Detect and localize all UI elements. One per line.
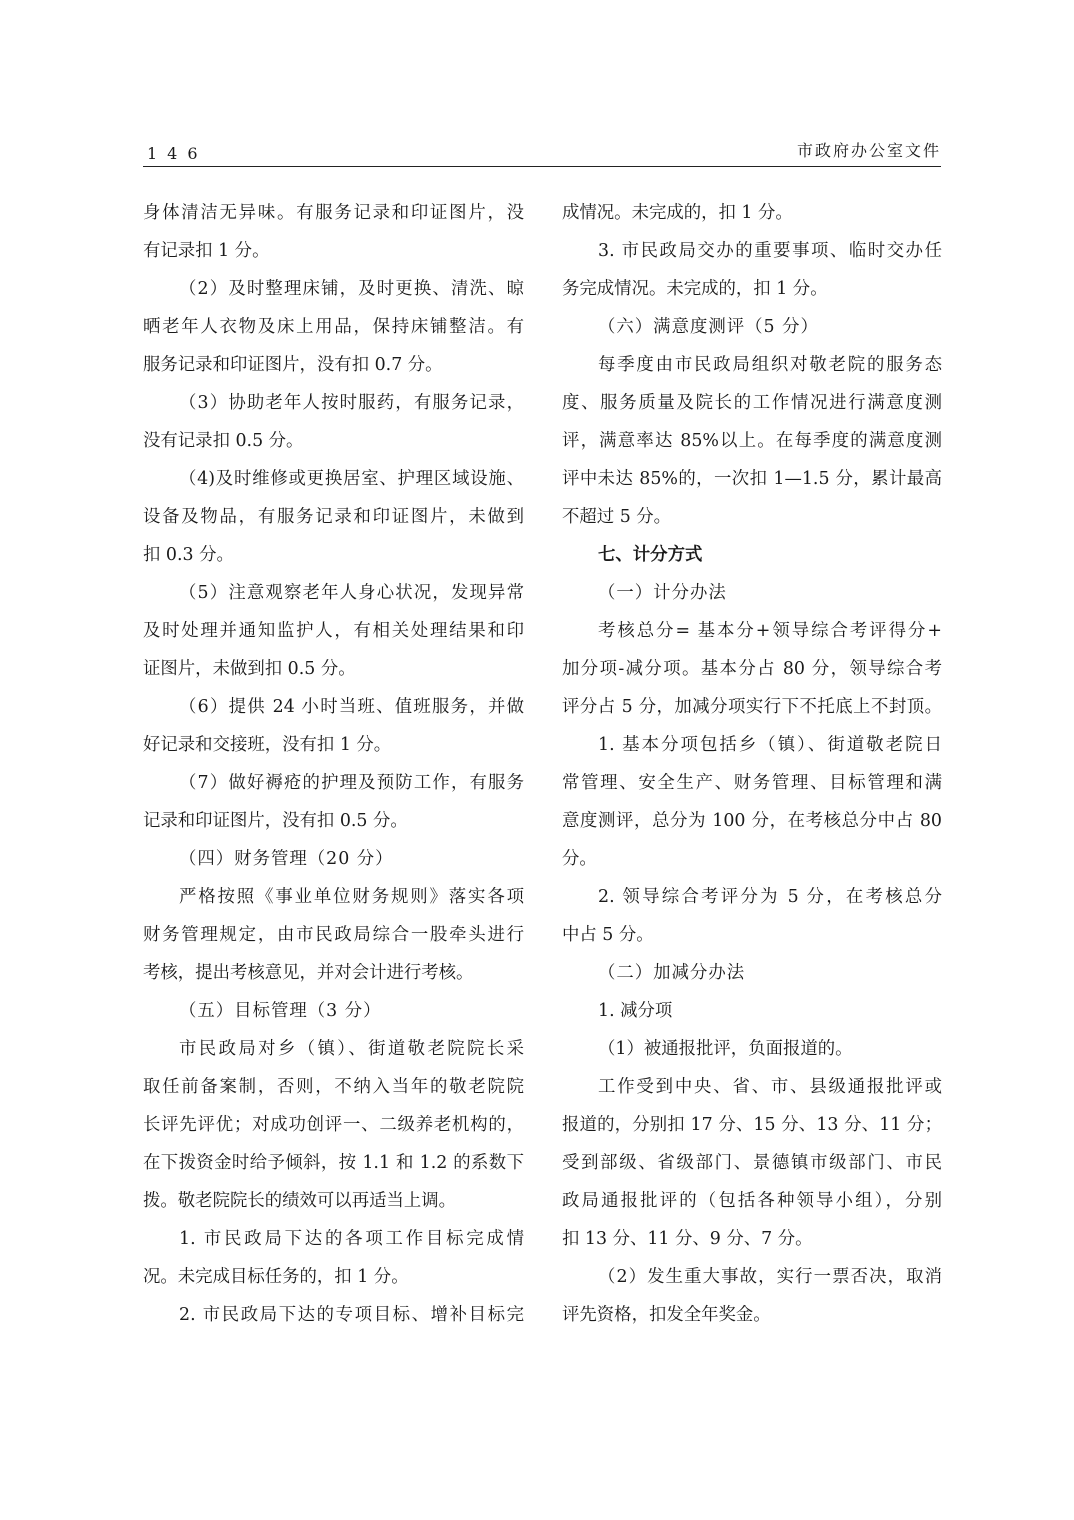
list-item: 3. 市民政局交办的重要事项、临时交办任 xyxy=(598,241,942,261)
list-item: （7）做好褥疮的护理及预防工作，有服务 xyxy=(179,773,524,793)
text-line: 身体清洁无异味。有服务记录和印证图片，没 xyxy=(143,203,524,223)
list-item: 1. 基本分项包括乡（镇）、街道敬老院日 xyxy=(598,735,942,755)
text-line: 记录和印证图片，没有扣 0.5 分。 xyxy=(143,811,408,831)
list-item: （6）提供 24 小时当班、值班服务，并做 xyxy=(179,697,524,717)
text-line: 评分占 5 分，加减分项实行下不托底上不封顶。 xyxy=(562,697,942,717)
text-line: 财务管理规定，由市民政局综合一股牵头进行 xyxy=(143,925,524,945)
text-line: 分。 xyxy=(562,849,597,869)
header-title: 市政府办公室文件 xyxy=(796,141,941,160)
section-heading: （一）计分办法 xyxy=(598,583,727,603)
list-item: （5）注意观察老年人身心状况，发现异常 xyxy=(179,583,524,603)
text-line: 不超过 5 分。 xyxy=(562,507,672,527)
paragraph-start: 考核总分= 基本分+领导综合考评得分+ xyxy=(598,621,942,641)
right-column xyxy=(562,194,942,1334)
page-header xyxy=(143,128,941,167)
section-heading: （二）加减分办法 xyxy=(598,963,746,983)
list-item: （4)及时维修或更换居室、护理区域设施、 xyxy=(179,469,524,489)
text-line: 况。未完成目标任务的，扣 1 分。 xyxy=(143,1267,409,1287)
text-line: 设备及物品，有服务记录和印证图片，未做到 xyxy=(143,507,524,527)
text-line: 意度测评，总分为 100 分，在考核总分中占 80 xyxy=(562,811,942,831)
list-item: （3）协助老年人按时服药，有服务记录， xyxy=(179,393,524,413)
text-line: 取任前备案制，否则，不纳入当年的敬老院院 xyxy=(143,1077,524,1097)
paragraph-start: 严格按照《事业单位财务规则》落实各项 xyxy=(179,887,524,907)
text-line: 评，满意率达 85%以上。在每季度的满意度测 xyxy=(562,431,942,451)
section-heading: （四）财务管理（20 分） xyxy=(179,849,394,869)
text-line: 服务记录和印证图片，没有扣 0.7 分。 xyxy=(143,355,443,375)
text-line: 加分项-减分项。基本分占 80 分，领导综合考 xyxy=(562,659,942,679)
text-line: 评先资格，扣发全年奖金。 xyxy=(562,1305,771,1325)
list-item: 1. 市民政局下达的各项工作目标完成情 xyxy=(179,1229,524,1249)
text-line: 没有记录扣 0.5 分。 xyxy=(143,431,304,451)
text-line: 晒老年人衣物及床上用品，保持床铺整洁。有 xyxy=(143,317,524,337)
text-line: 考核，提出考核意见，并对会计进行考核。 xyxy=(143,963,474,983)
left-column xyxy=(143,194,524,1334)
page-number: 146 xyxy=(147,144,208,163)
list-item: （2）发生重大事故，实行一票否决，取消 xyxy=(598,1267,942,1287)
list-item: （1）被通报批评，负面报道的。 xyxy=(598,1039,853,1059)
paragraph-start: 市民政局对乡（镇）、街道敬老院院长采 xyxy=(179,1039,524,1059)
list-item: 1. 减分项 xyxy=(598,1001,673,1021)
list-item: 2. 市民政局下达的专项目标、增补目标完 xyxy=(179,1305,524,1325)
list-item: 2. 领导综合考评分为 5 分，在考核总分 xyxy=(598,887,942,907)
paragraph-start: 每季度由市民政局组织对敬老院的服务态 xyxy=(598,355,942,375)
section-heading: （五）目标管理（3 分） xyxy=(179,1001,382,1021)
list-item: （2）及时整理床铺，及时更换、清洗、晾 xyxy=(179,279,524,299)
text-line: 长评先评优；对成功创评一、二级养老机构的， xyxy=(143,1115,524,1135)
text-line: 务完成情况。未完成的，扣 1 分。 xyxy=(562,279,828,299)
text-line: 政局通报批评的（包括各种领导小组），分别 xyxy=(562,1191,942,1211)
section-heading: （六）满意度测评（5 分） xyxy=(598,317,819,337)
paragraph-start: 工作受到中央、省、市、县级通报批评或 xyxy=(598,1077,942,1097)
text-line: 度、服务质量及院长的工作情况进行满意度测 xyxy=(562,393,942,413)
text-line: 成情况。未完成的，扣 1 分。 xyxy=(562,203,793,223)
text-line: 常管理、安全生产、财务管理、目标管理和满 xyxy=(562,773,942,793)
text-line: 证图片，未做到扣 0.5 分。 xyxy=(143,659,356,679)
text-line: 好记录和交接班，没有扣 1 分。 xyxy=(143,735,392,755)
text-line: 中占 5 分。 xyxy=(562,925,654,945)
text-line: 及时处理并通知监护人，有相关处理结果和印 xyxy=(143,621,524,641)
text-line: 拨。敬老院院长的绩效可以再适当上调。 xyxy=(143,1191,457,1211)
text-line: 有记录扣 1 分。 xyxy=(143,241,270,261)
chapter-heading: 七、计分方式 xyxy=(598,545,703,565)
text-line: 扣 13 分、11 分、9 分、7 分。 xyxy=(562,1229,813,1249)
text-line: 受到部级、省级部门、景德镇市级部门、市民 xyxy=(562,1153,942,1173)
text-line: 在下拨资金时给予倾斜，按 1.1 和 1.2 的系数下 xyxy=(143,1153,524,1173)
text-line: 评中未达 85%的，一次扣 1—1.5 分，累计最高 xyxy=(562,469,942,489)
text-line: 扣 0.3 分。 xyxy=(143,545,234,565)
text-line: 报道的，分别扣 17 分、15 分、13 分、11 分； xyxy=(562,1115,942,1135)
